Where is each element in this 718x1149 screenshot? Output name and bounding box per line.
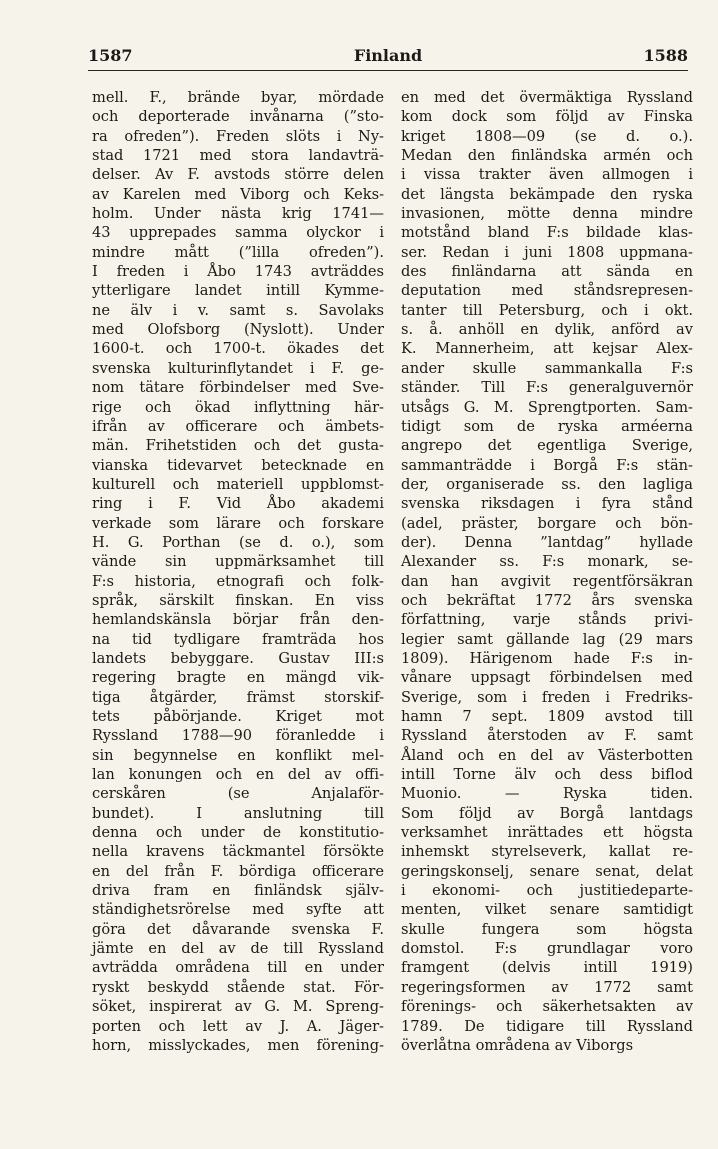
text-line: 1789. De tidigare till Ryssland [401,1017,693,1035]
text-line: i ekonomi- och justitiedeparte- [401,882,693,900]
text-line: ring i F. Vid Åbo akademi [92,495,384,513]
text-line: nom tätare förbindelser med Sve- [92,379,384,397]
text-line: överlåtna områdena av Viborgs [401,1036,634,1054]
text-line: ra ofreden”). Freden slöts i Ny- [92,127,384,145]
text-line: hemlandskänsla börjar från den- [92,611,384,629]
text-line: driva fram en finländsk själv- [92,882,384,900]
text-line: rige och ökad inflyttning här- [92,398,384,416]
text-line: intill Torne älv och dess biflod [401,766,693,784]
text-line: med Olofsborg (Nyslott). Under [92,321,384,339]
text-line: söket, inspirerat av G. M. Spreng- [92,998,384,1016]
text-line: förenings- och säkerhetsakten av [401,998,693,1016]
text-line: skulle fungera som högsta [401,920,693,938]
text-line: ser. Redan i juni 1808 uppmana- [401,243,693,261]
text-line: utsågs G. M. Sprengtporten. Sam- [401,398,693,416]
text-line: sammanträdde i Borgå F:s stän- [401,456,693,474]
text-line: tiga åtgärder, främst storskif- [92,688,384,706]
text-line: kom dock som följd av Finska [401,108,693,126]
text-line: mell. F., brände byar, mördade [92,89,384,106]
page-number-left: 1587 [88,46,133,65]
text-line: ytterligare landet intill Kymme- [92,282,384,300]
text-line: regeringsformen av 1772 samt [401,978,693,996]
text-line: invasionen, mötte denna mindre [401,205,693,223]
text-line: ifrån av officerare och ämbets- [92,417,384,435]
text-line: kulturell och materiell uppblomst- [92,475,384,493]
text-line: holm. Under nästa krig 1741— [92,205,384,223]
text-line: Sverige, som i freden i Fredriks- [401,688,693,706]
text-line: jämte en del av de till Ryssland [92,940,384,958]
text-line: Ryssland återstoden av F. samt [401,727,693,745]
text-line: av Karelen med Viborg och Keks- [92,185,384,203]
text-line: dan han avgivit regentförsäkran [401,572,693,590]
text-line: 1600-t. och 1700-t. ökades det [92,340,384,358]
text-line: horn, misslyckades, men förening- [92,1036,384,1054]
text-line: Som följd av Borgå lantdags [401,804,693,822]
text-line: verkade som lärare och forskare [92,514,384,532]
text-line: Ryssland 1788—90 föranledde i [92,727,384,745]
header-rule [88,70,688,71]
text-line: domstol. F:s grundlagar voro [401,940,693,958]
text-line: mindre mått (”lilla ofreden”). [92,243,384,261]
text-line: s. å. anhöll en dylik, anförd av [401,321,693,339]
text-line: I freden i Åbo 1743 avträddes [92,263,384,281]
text-line: män. Frihetstiden och det gusta- [92,437,384,455]
text-line: Alexander ss. F:s monark, se- [401,553,693,571]
text-line: (adel, präster, borgare och bön- [401,514,693,532]
text-line: lan konungen och en del av offi- [92,766,384,784]
text-line: hamn 7 sept. 1809 avstod till [401,708,693,725]
text-line: H. G. Porthan (se d. o.), som [92,533,384,551]
text-line: der, organiserade ss. den lagliga [401,475,693,493]
text-line: angrepo det egentliga Sverige, [401,437,693,455]
text-line: och deporterade invånarna (”sto- [92,108,384,126]
text-line: porten och lett av J. A. Jäger- [92,1017,384,1035]
text-line: ständer. Till F:s generalguvernör [401,379,693,397]
text-line: vånare uppsagt förbindelsen med [401,669,693,687]
text-line: delser. Av F. avstods större delen [92,166,384,184]
text-line: regering bragte en mängd vik- [92,669,384,687]
text-line: författning, varje stånds privi- [401,611,693,629]
text-line: verksamhet inrättades ett högsta [401,824,693,842]
page-title: Finland [353,46,423,65]
text-line: motstånd bland F:s bildade klas- [401,224,693,242]
running-header [88,46,688,70]
left-column [92,88,384,1055]
text-line: deputation med ståndsrepresen- [401,282,693,300]
text-line: svenska riksdagen i fyra stånd [401,495,693,513]
text-line: geringskonselj, senare senat, delat [401,862,693,880]
text-line: göra det dåvarande svenska F. [92,920,384,938]
text-line: avträdda områdena till en under [92,959,384,977]
text-line: Åland och en del av Västerbotten [401,746,693,764]
text-line: och bekräftat 1772 års svenska [401,591,693,609]
right-column [401,88,693,1055]
text-line: K. Mannerheim, att kejsar Alex- [401,340,693,358]
text-line: ständighetsrörelse med syfte att [92,901,384,919]
text-line: ander skulle sammankalla F:s [401,359,693,377]
text-line: tidigt som de ryska arméerna [401,417,693,435]
text-line: inhemskt styrelseverk, kallat re- [401,843,693,861]
text-line: vände sin uppmärksamhet till [92,553,384,571]
text-line: Medan den finländska armén och [401,147,693,165]
text-line: 1809). Härigenom hade F:s in- [401,649,693,667]
text-line: svenska kulturinflytandet i F. ge- [92,359,384,377]
text-line: sin begynnelse en konflikt mel- [92,746,384,764]
text-line: stad 1721 med stora landavträ- [92,147,384,165]
text-line: landets bebyggare. Gustav III:s [92,649,384,667]
text-line: i vissa trakter även allmogen i [401,166,693,184]
text-line: tets påbörjande. Kriget mot [92,708,384,725]
text-line: ryskt beskydd stående stat. För- [92,978,384,996]
text-line: språk, särskilt finskan. En viss [92,591,384,609]
text-line: des finländarna att sända en [401,263,693,281]
text-line: F:s historia, etnografi och folk- [92,572,384,590]
text-line: 43 upprepades samma olyckor i [92,224,384,242]
text-line: vianska tidevarvet betecknade en [92,456,384,474]
text-line: framgent (delvis intill 1919) [401,959,693,977]
text-line: denna och under de konstitutio- [92,824,384,842]
text-line: nella kravens täckmantel försökte [92,843,384,861]
text-line: ne älv i v. samt s. Savolaks [92,301,384,319]
text-line: en del från F. bördiga officerare [92,862,384,880]
text-line: legier samt gällande lag (29 mars [401,630,693,648]
text-line: det längsta bekämpade den ryska [401,185,693,203]
text-line: bundet). I anslutning till [92,804,384,822]
text-line: na tid tydligare framträda hos [92,630,384,648]
text-line: Muonio. — Ryska tiden. [401,785,693,803]
text-line: cerskåren (se Anjalaför- [92,785,384,803]
text-line: menten, vilket senare samtidigt [401,901,693,919]
text-line: en med det övermäktiga Ryssland [401,89,693,106]
text-line: kriget 1808—09 (se d. o.). [401,127,693,145]
text-line: der). Denna ”lantdag” hyllade [401,533,693,551]
text-line: tanter till Petersburg, och i okt. [401,301,693,319]
page-number-right: 1588 [643,46,688,65]
